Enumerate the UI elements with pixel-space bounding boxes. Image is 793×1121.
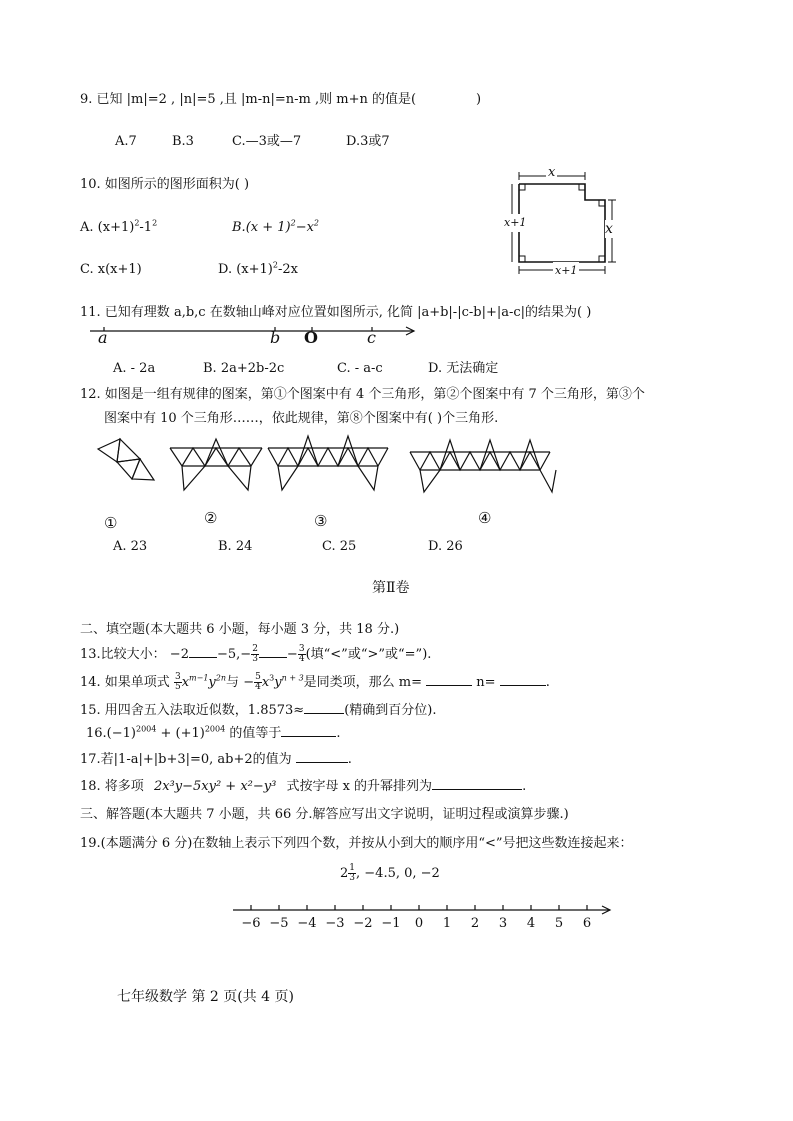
page-footer: 七年级数学 第 2 页(共 4 页) [117,989,294,1005]
q11-option-b: B. 2a+2b-2c [203,361,285,376]
q14-blank-m[interactable] [426,673,472,686]
q13-blank-2[interactable] [259,645,287,658]
q11-point-c: c [367,328,376,347]
part2-title: 第Ⅱ卷 [372,580,410,596]
q18-pre: 18. 将多项 [80,779,144,794]
q19-tick-label: −1 [381,916,401,931]
q12-option-b: B. 24 [218,539,253,554]
q19-tick-label: 4 [526,916,536,931]
q19-tick-label: 0 [414,916,424,931]
q19-stem: 19.(本题满分 6 分)在数轴上表示下列四个数，并按从小到大的顺序用“<”号把这些数连接起来： [80,836,633,851]
q10-label-top: x [548,165,556,180]
q18 [80,777,526,796]
q14-mono2-x: x [261,675,270,690]
q14-pre: 14. 如果单项式 [80,675,170,690]
q13-frac1-den: 3 [252,654,258,664]
q19-tick-label: −4 [297,916,317,931]
q10-a-sup2: 2 [152,218,158,228]
q15-post: (精确到百分位). [344,703,437,718]
q10-b-label: B. [232,220,246,235]
q15 [80,701,436,720]
q12-option-c: C. 25 [322,539,357,554]
q15-blank[interactable] [304,701,344,714]
q9-close: ) [476,92,482,107]
q19-frac-den: 3 [349,873,356,883]
q9-option-d: D.3或7 [346,134,390,149]
q10-d-rest: -2x [277,262,298,277]
q10-d-label: D. [218,262,233,277]
q12-label-1: ① [104,514,118,532]
section2-heading: 二、填空题(本大题共 6 小题，每小题 3 分，共 18 分.) [80,622,400,637]
q9-option-b: B.3 [172,134,194,149]
q10-a-label: A. [80,220,94,235]
q10-right-angle-tr [579,184,585,190]
q14-blank-n[interactable] [500,673,546,686]
q14-neg: − [243,675,255,690]
q13-mid: −5,− [216,647,252,662]
q19-tick-label: 3 [498,916,508,931]
q14 [80,673,550,692]
q10-a-sup: 2 [134,218,140,228]
q13-mid2: − [286,647,298,662]
q10-right-angle-br [599,256,605,262]
q14-mono1-yexp: 2n [215,673,227,683]
q10-a-expr: (x+1) [97,220,135,235]
q16-mid: + (+1) [156,726,205,741]
q19-number-line[interactable] [225,898,625,932]
q12-patterns [90,434,560,504]
q12-pattern-3 [268,436,388,490]
q13-frac1-num: 2 [252,644,258,654]
q13-frac-1 [251,645,259,664]
q11-point-o: O [304,328,318,347]
q19-whole: 2 [340,866,349,881]
q10-d-expr: (x+1) [236,262,273,277]
q12-stem-line2: 图案中有 10 个三角形……，依此规律，第⑧个图案中有( )个三角形. [104,411,499,426]
q18-end: . [522,779,527,794]
q17-text: 17.若|1-a|+|b+3|=0, ab+2的值为 [80,752,292,767]
q13-post: (填“<”或“>”或“=”). [305,647,432,662]
q10-label-right: x [605,221,613,237]
q16 [86,724,340,743]
q19-frac-num: 1 [349,863,356,873]
q13-frac2-den: 4 [298,654,305,664]
q19-rest: , −4.5, 0, −2 [356,866,440,881]
q17-blank[interactable] [296,750,348,763]
q19-tick-label: −5 [269,916,289,931]
q14-mono1-xexp: m−1 [189,673,209,683]
q14-frac2-den: 4 [255,682,261,692]
q19-tick-label: 2 [470,916,480,931]
q14-frac-1 [174,673,182,692]
q13-pre: 13.比较大小： −2 [80,647,189,662]
q10-b-sup2: 2 [313,218,320,228]
q19-frac [348,864,356,883]
q15-text: 15. 用四舍五入法取近似数，1.8573≈ [80,703,305,718]
q18-post: 式按字母 x 的升幂排列为 [286,779,433,794]
q10-right-angle-bl [519,256,525,262]
q10-b-expr: (x + 1) [245,220,291,235]
q10-stem: 10. 如图所示的图形面积为( ) [80,177,250,192]
q16-post: 的值等于 [229,726,282,741]
q14-mono1-y: y [208,675,216,690]
q10-option-a [80,219,157,237]
q16-pre: 16.(−1) [86,726,136,741]
q12-pattern-2 [170,439,262,490]
q12-label-4: ④ [478,509,492,527]
q14-mid: 与 [226,675,240,690]
q19-tick-label: 6 [582,916,592,931]
q14-end: . [545,675,550,690]
q16-blank[interactable] [281,724,336,737]
q19-numbers [340,864,440,883]
q16-sup1: 2004 [135,724,157,734]
q11-point-b: b [270,328,281,347]
q13-frac2-num: 3 [298,644,305,654]
q10-label-bottom: x+1 [553,262,579,280]
q14-mono2-yexp: n + 3 [281,673,304,683]
q17 [80,750,352,769]
q10-option-c: C. x(x+1) [80,262,142,277]
q10-right-angle-r [599,200,605,206]
q12-stem-line1: 12. 如图是一组有规律的图案，第①个图案中有 4 个三角形，第②个图案中有 7 个三角形，第③个 [80,387,645,402]
section3-heading: 三、解答题(本大题共 7 小题，共 66 分.解答应写出文字说明，证明过程或演算步骤.) [80,807,569,822]
q14-frac1-den: 5 [174,682,181,692]
q11-option-d: D. 无法确定 [428,361,499,376]
q12-option-a: A. 23 [113,539,148,554]
q19-tick-label: 5 [554,916,564,931]
q11-point-a: a [98,328,108,347]
q12-label-2: ② [204,509,218,527]
q17-end: . [347,752,352,767]
q16-sup2: 2004 [204,724,226,734]
q12-pattern-1 [98,439,154,480]
q12-option-d: D. 26 [428,539,463,554]
q16-end: . [336,726,341,741]
q10-right-angle-tl [519,184,525,190]
q14-frac2-num: 5 [255,672,261,682]
q10-a-rest: -1 [139,220,153,235]
q14-mono1-x: x [181,675,190,690]
q12-label-3: ③ [314,512,328,530]
q9-stem [80,91,481,109]
q14-frac-2 [254,673,262,692]
q18-poly: 2x³y−5xy² + x²−y³ [153,779,277,794]
q13-blank-1[interactable] [189,645,217,658]
q9-option-c: C.—3或—7 [232,134,302,149]
q14-mono2-xexp: 3 [269,673,275,683]
q10-option-d [218,261,298,279]
q19-tick-label: 1 [442,916,452,931]
q11-stem: 11. 已知有理数 a,b,c 在数轴山峰对应位置如图所示, 化简 |a+b|-|c-b|+|a-c|的结果为( ) [80,305,592,320]
q19-tick-label: −6 [241,916,261,931]
q18-blank[interactable] [432,777,522,790]
q10-label-left: x+1 [504,214,526,232]
q9-stem-text: 9. 已知 |m|=2 , |n|=5 ,且 |m-n|=n-m ,则 m+n 的值是( [80,92,417,107]
q14-post: 是同类项，那么 m= [303,675,423,690]
q19-tick-label: −2 [353,916,373,931]
q14-frac1-num: 3 [174,672,181,682]
q14-mono2-y: y [274,675,282,690]
q10-b-rest: −x [295,220,314,235]
q10-b-sup: 2 [290,218,296,228]
q11-option-c: C. - a-c [337,361,383,376]
q11-option-a: A. - 2a [113,361,156,376]
q14-n-label: n= [476,675,496,690]
q19-tick-label: −3 [325,916,345,931]
q13 [80,645,431,664]
q12-pattern-4 [410,440,556,492]
q9-option-a: A.7 [115,134,137,149]
q10-d-sup: 2 [272,260,278,270]
q10-option-b [232,219,319,237]
q13-frac-2 [298,645,306,664]
q10-shape-outline [519,184,605,262]
